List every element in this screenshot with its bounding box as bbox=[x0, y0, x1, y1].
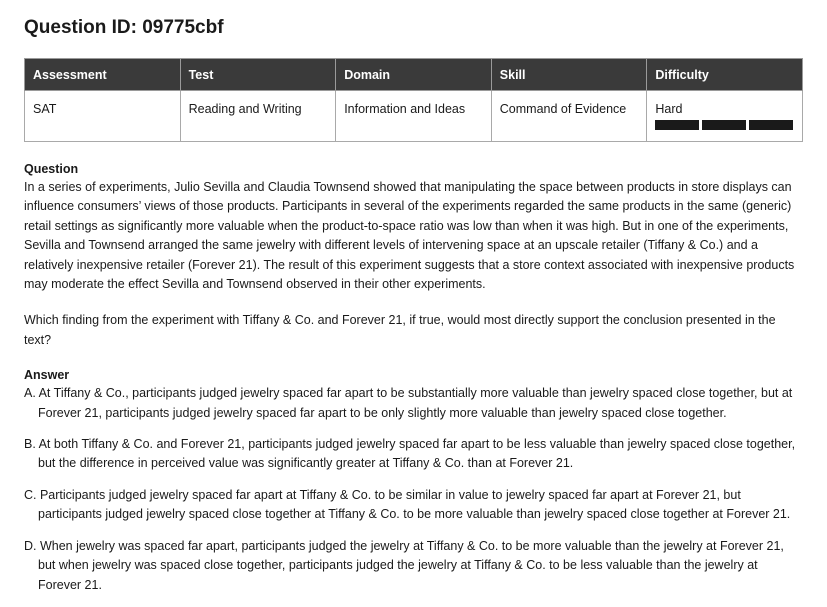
value-assessment: SAT bbox=[25, 91, 181, 142]
header-domain: Domain bbox=[336, 59, 492, 91]
question-passage: In a series of experiments, Julio Sevilla and Claudia Townsend showed that manipulating the space between products in store displays can influence consumers’ views of those products. Participants in several of the experiments regarded the same products in the same (generic) retail settings as significantly more valuable when the product-to-space ratio was low than when it was high. But in one of the experiments, Sevilla and Townsend arranged the same jewelry with different levels of intervening space at an upscale retailer (Tiffany & Co.) and a relatively inexpensive retailer (Forever 21). The result of this experiment suggests that a store context associated with inexpensive products may moderate the effect Sevilla and Townsend observed in their other experiments. bbox=[24, 180, 795, 292]
value-skill: Command of Evidence bbox=[491, 91, 647, 142]
question-prompt: Which finding from the experiment with Tiffany & Co. and Forever 21, if true, would most directly support the conclusion presented in the text? bbox=[24, 313, 776, 347]
header-skill: Skill bbox=[491, 59, 647, 91]
header-test: Test bbox=[180, 59, 336, 91]
answer-label: Answer bbox=[24, 368, 70, 383]
value-difficulty: Hard bbox=[655, 102, 683, 116]
header-assessment: Assessment bbox=[25, 59, 181, 91]
value-domain: Information and Ideas bbox=[336, 91, 492, 142]
metadata-value-row bbox=[25, 91, 803, 142]
answer-choice-d[interactable]: D. When jewelry was spaced far apart, participants judged the jewelry at Tiffany & Co. to be more valuable than the jewelry at Forever 21, but when jewelry was spaced close together, participants judged the jewelry at Tiffany & Co. to be less valuable than the jewelry at Forever 21. bbox=[24, 538, 784, 592]
question-label: Question bbox=[24, 162, 79, 176]
page-title: Question ID: 09775cbf bbox=[24, 17, 224, 38]
answer-choice-c[interactable]: C. Participants judged jewelry spaced far apart at Tiffany & Co. to be similar in value to jewelry spaced far apart at Forever 21, but participants judged jewelry spaced close together at Tiffany & Co. to be more valuable than jewelry spaced close together at Forever 21. bbox=[24, 487, 791, 522]
difficulty-segment bbox=[702, 120, 746, 130]
answer-choice-b[interactable]: B. At both Tiffany & Co. and Forever 21, participants judged jewelry spaced far apart to be less valuable than jewelry spaced close together, but the difference in perceived value was significantly greater at Tiffany & Co. than at Forever 21. bbox=[24, 437, 796, 471]
difficulty-segment bbox=[655, 120, 699, 130]
difficulty-meter bbox=[655, 120, 794, 130]
metadata-table bbox=[24, 58, 803, 142]
question-page bbox=[24, 14, 803, 607]
answer-choice-a[interactable]: A. At Tiffany & Co., participants judged jewelry spaced far apart to be substantially more valuable than jewelry spaced close together, but at Forever 21, participants judged jewelry spaced far apart to be only slightly more valuable than jewelry spaced close together. bbox=[24, 386, 793, 420]
metadata-header-row bbox=[25, 59, 803, 91]
value-difficulty-cell bbox=[647, 91, 803, 142]
answer-choices bbox=[24, 384, 803, 595]
header-difficulty: Difficulty bbox=[647, 59, 803, 91]
value-test: Reading and Writing bbox=[180, 91, 336, 142]
difficulty-segment bbox=[749, 120, 793, 130]
